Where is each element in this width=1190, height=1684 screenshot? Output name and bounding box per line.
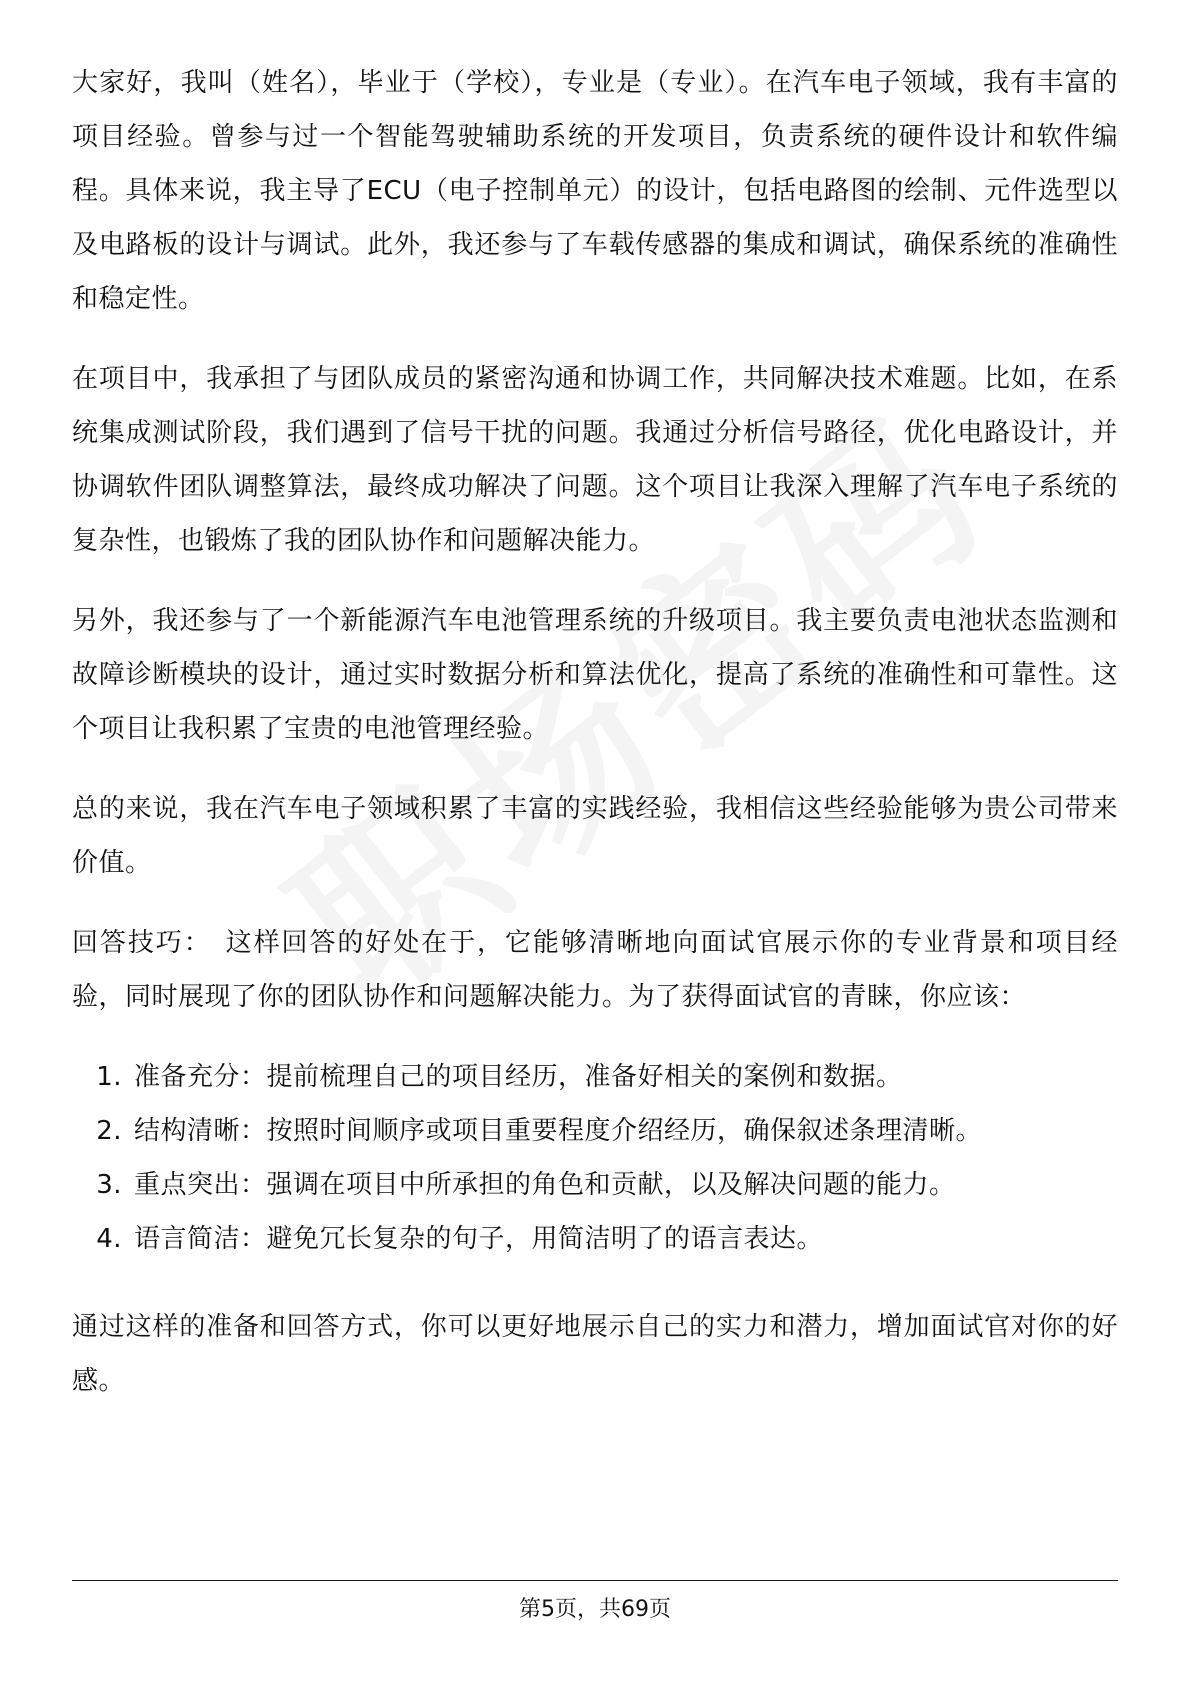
list-item	[72, 1158, 1118, 1212]
list-item	[72, 1212, 1118, 1266]
tips-intro-text: 这样回答的好处在于，它能够清晰地向面试官展示你的专业背景和项目经验，同时展现了你的团队协作和问题解决能力。为了获得面试官的青睐，你应该：	[72, 928, 1118, 1012]
tips-list	[72, 1050, 1118, 1266]
tips-label: 回答技巧：	[72, 928, 212, 958]
paragraph-intro: 大家好，我叫（姓名），毕业于（学校），专业是（专业）。在汽车电子领域，我有丰富的项目经验。曾参与过一个智能驾驶辅助系统的开发项目，负责系统的硬件设计和软件编程。具体来说，我主导了ECU（电子控制单元）的设计，包括电路图的绘制、元件选型以及电路板的设计与调试。此外，我还参与了车载传感器的集成和调试，确保系统的准确性和稳定性。	[72, 68, 1118, 314]
paragraph-closing: 通过这样的准备和回答方式，你可以更好地展示自己的实力和潜力，增加面试官对你的好感。	[72, 1312, 1118, 1396]
list-item-text: 重点突出：强调在项目中所承担的角色和贡献，以及解决问题的能力。	[134, 1170, 956, 1200]
list-item	[72, 1050, 1118, 1104]
footer-divider	[72, 1580, 1118, 1581]
tips-intro	[72, 916, 1118, 1024]
list-item-text: 语言简洁：避免冗长复杂的句子，用简洁明了的语言表达。	[134, 1224, 824, 1254]
list-item-number: 4.	[96, 1224, 122, 1254]
list-item-text: 结构清晰：按照时间顺序或项目重要程度介绍经历，确保叙述条理清晰。	[134, 1116, 983, 1146]
list-item-text: 准备充分：提前梳理自己的项目经历，准备好相关的案例和数据。	[134, 1062, 903, 1092]
document-body	[72, 56, 1118, 1434]
list-item-number: 2.	[96, 1116, 122, 1146]
paragraph-teamwork: 在项目中，我承担了与团队成员的紧密沟通和协调工作，共同解决技术难题。比如，在系统集成测试阶段，我们遇到了信号干扰的问题。我通过分析信号路径，优化电路设计，并协调软件团队调整算法，最终成功解决了问题。这个项目让我深入理解了汽车电子系统的复杂性，也锻炼了我的团队协作和问题解决能力。	[72, 364, 1118, 556]
paragraph-summary: 总的来说，我在汽车电子领域积累了丰富的实践经验，我相信这些经验能够为贵公司带来价值。	[72, 794, 1118, 878]
paragraph-battery-project: 另外，我还参与了一个新能源汽车电池管理系统的升级项目。我主要负责电池状态监测和故障诊断模块的设计，通过实时数据分析和算法优化，提高了系统的准确性和可靠性。这个项目让我积累了宝贵的电池管理经验。	[72, 606, 1118, 744]
list-item-number: 1.	[96, 1062, 122, 1092]
page-number: 第5页，共69页	[519, 1597, 671, 1622]
list-item	[72, 1104, 1118, 1158]
list-item-number: 3.	[96, 1170, 122, 1200]
